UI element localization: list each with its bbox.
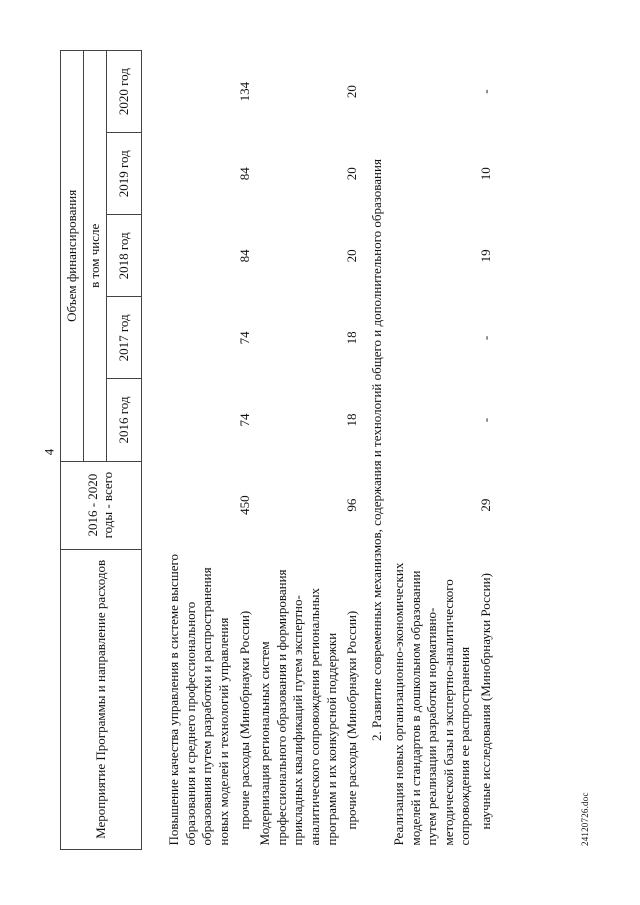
cell-2017: - — [478, 335, 493, 341]
cell-total — [389, 461, 476, 549]
cell-2019 — [255, 133, 342, 215]
cell-total — [164, 461, 235, 549]
header-including: в том числе — [84, 51, 107, 462]
cell-total: 29 — [478, 498, 493, 512]
cell-2020 — [389, 51, 476, 133]
cell-total: 96 — [344, 498, 360, 512]
cell-2016 — [164, 379, 235, 461]
document-id: 24120726.doc — [580, 792, 590, 846]
cell-2020: 20 — [344, 85, 360, 99]
row-expense-type: прочие расходы (Минобрнауки России) — [236, 610, 252, 830]
cell-2016: - — [478, 417, 493, 423]
cell-2018: 20 — [344, 249, 360, 263]
cell-2018 — [389, 215, 476, 297]
header-year-2017: 2017 год — [107, 297, 142, 379]
table-row — [342, 51, 363, 850]
cell-2017: 18 — [344, 331, 360, 345]
cell-2016: 74 — [236, 413, 252, 427]
cell-2020: 134 — [236, 81, 252, 102]
cell-2016 — [389, 379, 476, 461]
cell-2017 — [255, 297, 342, 379]
cell-total: 450 — [236, 495, 252, 515]
cell-2018: 19 — [478, 249, 493, 263]
header-year-2018: 2018 год — [107, 215, 142, 297]
row-activity: Повышение качества управления в системе высшего образования и среднего профессионального образования путем разработки и распространения новых моделей и технологий управления — [166, 553, 231, 846]
cell-2020 — [255, 51, 342, 133]
table-row — [255, 51, 342, 850]
cell-2017: 74 — [236, 331, 252, 345]
cell-2019: 84 — [236, 167, 252, 181]
page-number: 4 — [41, 448, 57, 456]
table-row — [164, 51, 235, 850]
cell-2019: 10 — [478, 167, 493, 181]
row-activity: Модернизация региональных систем профессионального образования и формирования прикладных квалификаций путем экспертно-аналитического сопровождения региональных программ и их конкурсной поддержки — [257, 569, 339, 846]
cell-2019 — [389, 133, 476, 215]
row-expense-type: прочие расходы (Минобрнауки России) — [344, 610, 360, 830]
header-year-2020: 2020 год — [107, 51, 142, 133]
header-financing: Объем финансирования — [61, 51, 84, 462]
table-row — [389, 51, 476, 850]
table-row — [235, 51, 256, 850]
table-row — [363, 51, 389, 850]
cell-2020 — [164, 51, 235, 133]
cell-2017 — [389, 297, 476, 379]
cell-2018: 84 — [236, 249, 252, 263]
cell-2017 — [164, 297, 235, 379]
cell-2019: 20 — [344, 167, 360, 181]
section-heading: 2. Развитие современных механизмов, содержания и технологий общего и дополнительного образования — [368, 159, 384, 741]
cell-2016 — [255, 379, 342, 461]
cell-2019 — [164, 133, 235, 215]
header-activity: Мероприятие Программы и направление расходов — [61, 549, 142, 849]
row-expense-type: научные исследования (Минобрнауки России) — [478, 573, 493, 830]
cell-2016: 18 — [344, 413, 360, 427]
header-total: 2016 - 2020 годы - всего — [61, 461, 142, 549]
rotated-table-wrapper — [60, 50, 560, 850]
header-year-2016: 2016 год — [107, 379, 142, 461]
row-activity: Реализация новых организационно-экономических моделей и стандартов в дошкольном образовании путем реализации разработки нормативно-методической базы и экспертно-аналитического сопровождения ее распространения — [390, 562, 473, 846]
table-row — [476, 51, 497, 850]
header-year-2019: 2019 год — [107, 133, 142, 215]
cell-2020: - — [478, 89, 493, 94]
financing-table — [60, 50, 497, 850]
cell-total — [255, 461, 342, 549]
cell-2018 — [164, 215, 235, 297]
cell-2018 — [255, 215, 342, 297]
